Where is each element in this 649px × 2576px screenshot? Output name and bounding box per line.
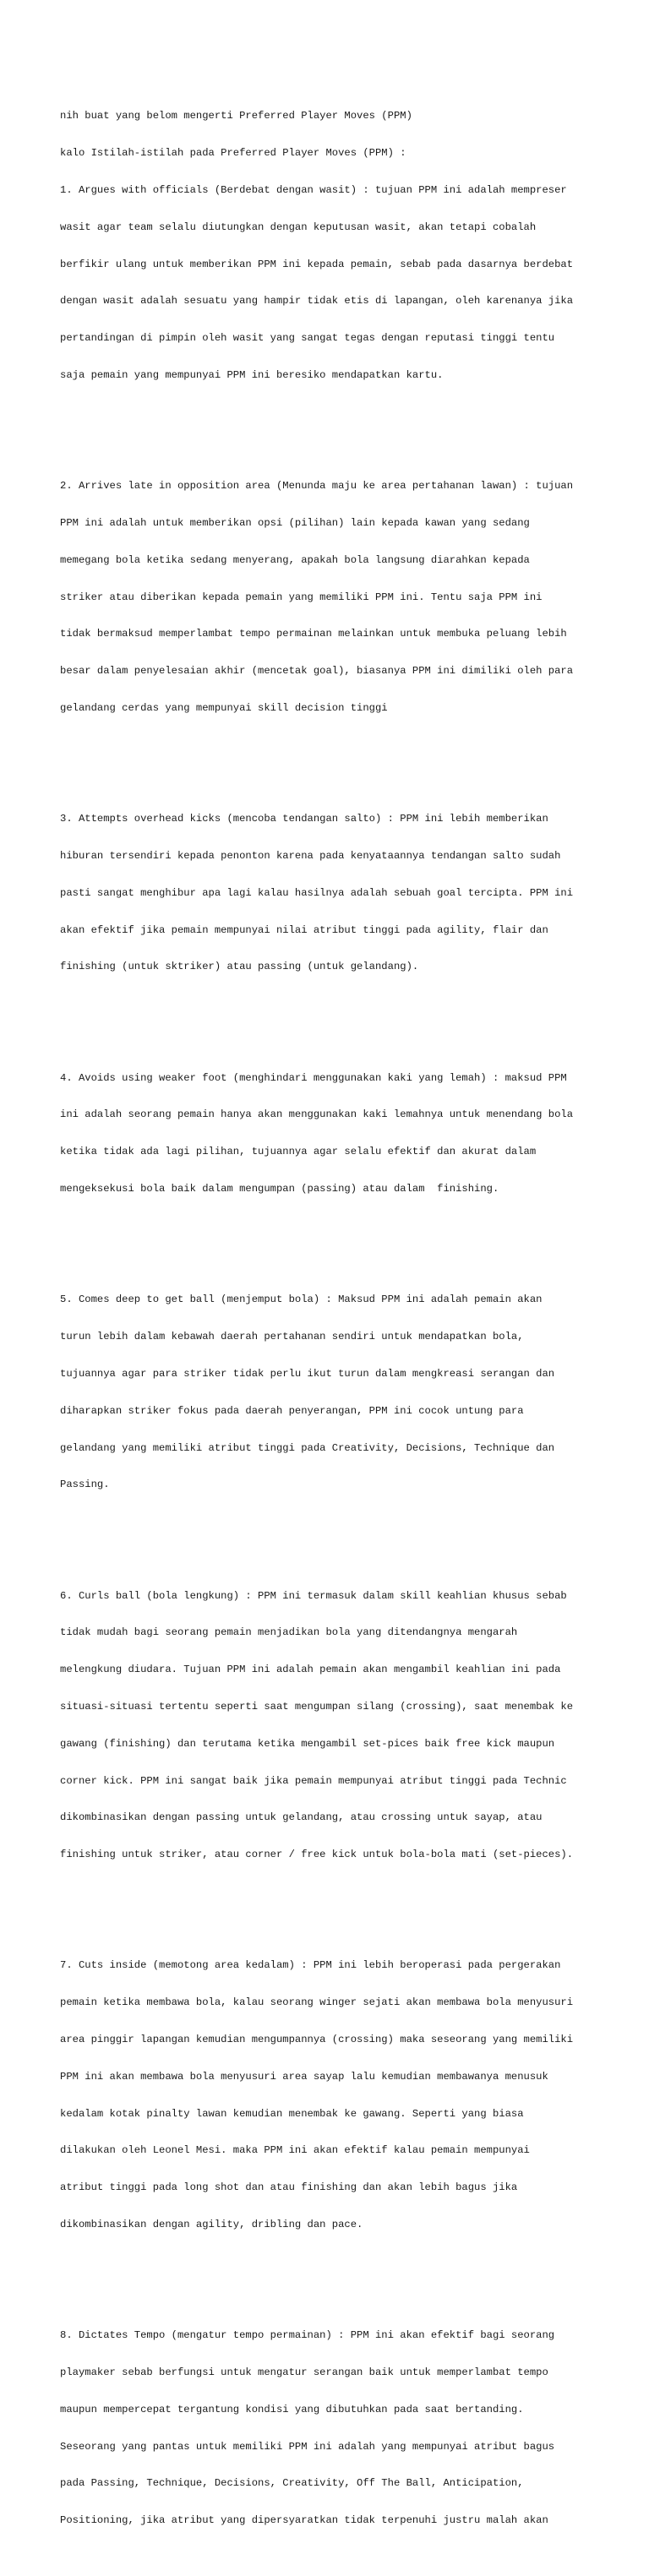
intro-block [60,85,601,406]
paragraph-7-line: atribut tinggi pada long shot dan atau finishing dan akan lebih bagus jika [60,2181,518,2194]
paragraph-1-line: berfikir ulang untuk memberikan PPM ini kepada pemain, sebab pada dasarnya berdebat [60,258,574,270]
paragraph-1-line: wasit agar team selalu diutungkan dengan keputusan wasit, akan tetapi cobalah [60,221,537,233]
paragraph-4-line: ini adalah seorang pemain hanya akan menggunakan kaki lemahnya untuk menendang bola [60,1108,574,1121]
paragraph-8-line: 8. Dictates Tempo (mengatur tempo permainan) : PPM ini akan efektif bagi seorang [60,2329,555,2342]
paragraph-6-line: tidak mudah bagi seorang pemain menjadikan bola yang ditendangnya mengarah [60,1626,518,1639]
paragraph-2-line: striker atau diberikan kepada pemain yang memiliki PPM ini. Tentu saja PPM ini [60,591,543,603]
paragraph-8-line: Seseorang yang pantas untuk memiliki PPM ini adalah yang mempunyai atribut bagus [60,2440,555,2453]
paragraph-6-line: corner kick. PPM ini sangat baik jika pemain mempunyai atribut tinggi pada Technic [60,1774,567,1787]
paragraph-4-line: ketika tidak ada lagi pilihan, tujuannya agar selalu efektif dan akurat dalam [60,1146,537,1158]
paragraph-8-line: Positioning, jika atribut yang dipersyaratkan tidak terpenuhi justru malah akan [60,2514,548,2527]
paragraph-2-line: tidak bermaksud memperlambat tempo permainan melainkan untuk membuka peluang lebih [60,628,567,640]
paragraph-7-line: dikombinasikan dengan agility, dribling dan pace. [60,2218,363,2230]
paragraph-2-line: PPM ini adalah untuk memberikan opsi (pilihan) lain kepada kawan yang sedang [60,516,530,529]
paragraph-5-line: gelandang yang memiliki atribut tinggi pada Creativity, Decisions, Technique dan [60,1441,555,1454]
paragraph-5 [60,1269,601,1516]
paragraph-4-line: 4. Avoids using weaker foot (menghindari menggunakan kaki yang lemah) : maksud PPM [60,1071,567,1084]
paragraph-4 [60,1048,601,1220]
intro-line: nih buat yang belom mengerti Preferred Player Moves (PPM) [60,110,412,123]
paragraph-7-line: kedalam kotak pinalty lawan kemudian menembak ke gawang. Seperti yang biasa [60,2107,524,2120]
paragraph-6 [60,1565,601,1885]
paragraph-2 [60,455,601,739]
paragraph-6-line: gawang (finishing) dan terutama ketika mengambil set-pices baik free kick maupun [60,1737,555,1750]
paragraph-7-line: dilakukan oleh Leonel Mesi. maka PPM ini akan efektif kalau pemain mempunyai [60,2144,530,2157]
paragraph-1-line: dengan wasit adalah sesuatu yang hampir tidak etis di lapangan, oleh karenanya jika [60,295,574,308]
paragraph-4-line: mengeksekusi bola baik dalam mengumpan (passing) atau dalam finishing. [60,1183,499,1195]
paragraph-8-line: maupun mempercepat tergantung kondisi yang dibutuhkan pada saat bertanding. [60,2403,524,2415]
paragraph-2-line: 2. Arrives late in opposition area (Menunda maju ke area pertahanan lawan) : tujuan [60,480,574,493]
paragraph-8-line: pada Passing, Technique, Decisions, Creativity, Off The Ball, Anticipation, [60,2477,524,2490]
paragraph-8-line: playmaker sebab berfungsi untuk mengatur serangan baik untuk memperlambat tempo [60,2366,548,2379]
paragraph-6-line: melengkung diudara. Tujuan PPM ini adalah pemain akan mengambil keahlian ini pada [60,1664,561,1676]
paragraph-6-line: situasi-situasi tertentu seperti saat mengumpan silang (crossing), saat menembak ke [60,1700,574,1713]
paragraph-1-line: 1. Argues with officials (Berdebat dengan wasit) : tujuan PPM ini adalah mempreser [60,183,567,196]
paragraph-1-line: saja pemain yang mempunyai PPM ini beresiko mendapatkan kartu. [60,368,444,381]
paragraph-6-line: dikombinasikan dengan passing untuk gelandang, atau crossing untuk sayap, atau [60,1811,543,1824]
paragraph-2-line: besar dalam penyelesaian akhir (mencetak goal), biasanya PPM ini dimiliki oleh para [60,665,574,678]
paragraph-3 [60,788,601,998]
paragraph-5-line: tujuannya agar para striker tidak perlu ikut turun dalam mengkreasi serangan dan [60,1367,555,1380]
paragraph-5-line: turun lebih dalam kebawah daerah pertahanan sendiri untuk mendapatkan bola, [60,1331,524,1343]
paragraph-5-line: 5. Comes deep to get ball (menjemput bola) : Maksud PPM ini adalah pemain akan [60,1293,543,1306]
paragraph-3-line: hiburan tersendiri kepada penonton karena pada kenyataannya tendangan salto sudah [60,850,561,862]
paragraph-8 [60,2305,601,2551]
paragraph-6-line: 6. Curls ball (bola lengkung) : PPM ini termasuk dalam skill keahlian khusus sebab [60,1589,567,1602]
paragraph-2-line: memegang bola ketika sedang menyerang, apakah bola langsung diarahkan kepada [60,553,530,566]
paragraph-7-line: 7. Cuts inside (memotong area kedalam) : PPM ini lebih beroperasi pada pergerakan [60,1959,561,1972]
paragraph-5-line: Passing. [60,1479,110,1491]
paragraph-3-line: akan efektif jika pemain mempunyai nilai atribut tinggi pada agility, flair dan [60,923,548,936]
paragraph-6-line: finishing untuk striker, atau corner / free kick untuk bola-bola mati (set-pieces). [60,1849,574,1861]
paragraph-2-line: gelandang cerdas yang mempunyai skill decision tinggi [60,701,388,714]
paragraph-5-line: diharapkan striker fokus pada daerah penyerangan, PPM ini cocok untung para [60,1404,524,1417]
paragraph-7-line: PPM ini akan membawa bola menyusuri area sayap lalu kemudian membawanya menusuk [60,2070,548,2083]
paragraph-3-line: pasti sangat menghibur apa lagi kalau hasilnya adalah sebuah goal tercipta. PPM ini [60,886,574,899]
document-page [60,61,601,2576]
paragraph-7 [60,1935,601,2255]
paragraph-3-line: finishing (untuk sktriker) atau passing (untuk gelandang). [60,961,419,973]
paragraph-7-line: pemain ketika membawa bola, kalau seorang winger sejati akan membawa bola menyusuri [60,1996,574,2009]
paragraph-3-line: 3. Attempts overhead kicks (mencoba tendangan salto) : PPM ini lebih memberikan [60,813,548,825]
paragraph-1-line: pertandingan di pimpin oleh wasit yang sangat tegas dengan reputasi tinggi tentu [60,332,555,345]
paragraph-7-line: area pinggir lapangan kemudian mengumpannya (crossing) maka seseorang yang memiliki [60,2034,574,2045]
intro-line: kalo Istilah-istilah pada Preferred Player Moves (PPM) : [60,147,406,160]
